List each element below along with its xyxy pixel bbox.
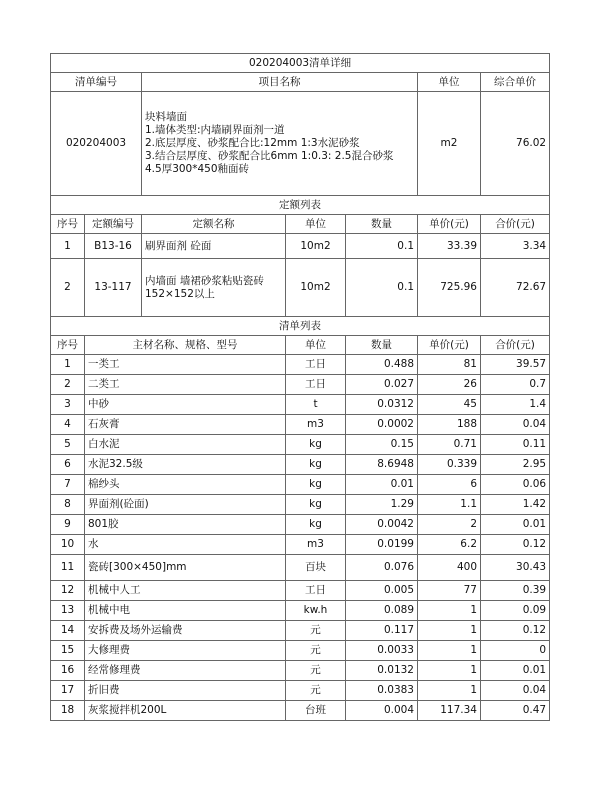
material-no: 1 bbox=[51, 355, 85, 375]
material-qty: 0.0199 bbox=[346, 535, 418, 555]
material-row bbox=[51, 455, 550, 475]
quota-row bbox=[51, 234, 550, 259]
material-qty: 0.0002 bbox=[346, 415, 418, 435]
material-price-header: 单价(元) bbox=[418, 336, 481, 355]
material-price: 1 bbox=[418, 681, 481, 701]
material-row bbox=[51, 555, 550, 581]
material-name: 经常修理费 bbox=[85, 661, 286, 681]
quota-no: 1 bbox=[51, 234, 85, 259]
material-name: 安拆费及场外运输费 bbox=[85, 621, 286, 641]
material-total: 1.42 bbox=[481, 495, 550, 515]
quota-row bbox=[51, 259, 550, 317]
desc-line: 4.5厚300*450釉面砖 bbox=[145, 163, 250, 175]
material-name: 中砂 bbox=[85, 395, 286, 415]
quota-unit-header: 单位 bbox=[286, 215, 346, 234]
material-name: 折旧费 bbox=[85, 681, 286, 701]
material-no: 5 bbox=[51, 435, 85, 455]
material-total: 0.04 bbox=[481, 415, 550, 435]
material-total: 0.04 bbox=[481, 681, 550, 701]
material-total: 0.12 bbox=[481, 535, 550, 555]
material-price: 188 bbox=[418, 415, 481, 435]
material-no: 6 bbox=[51, 455, 85, 475]
quota-name: 内墙面 墙裙砂浆粘贴瓷砖 152×152以上 bbox=[142, 259, 286, 317]
quota-total: 3.34 bbox=[481, 234, 550, 259]
material-price: 1.1 bbox=[418, 495, 481, 515]
material-row bbox=[51, 681, 550, 701]
material-unit: kg bbox=[286, 455, 346, 475]
page-title: 020204003清单详细 bbox=[51, 54, 550, 73]
material-qty: 0.004 bbox=[346, 701, 418, 721]
material-no: 7 bbox=[51, 475, 85, 495]
bill-description bbox=[142, 92, 418, 196]
material-name: 白水泥 bbox=[85, 435, 286, 455]
bill-unit: m2 bbox=[418, 92, 481, 196]
material-price: 81 bbox=[418, 355, 481, 375]
material-price: 2 bbox=[418, 515, 481, 535]
material-unit: kg bbox=[286, 475, 346, 495]
quota-no-header: 序号 bbox=[51, 215, 85, 234]
material-total: 0.09 bbox=[481, 601, 550, 621]
material-total: 0.11 bbox=[481, 435, 550, 455]
material-name: 界面剂(砼面) bbox=[85, 495, 286, 515]
material-no: 18 bbox=[51, 701, 85, 721]
material-unit: kg bbox=[286, 435, 346, 455]
material-row bbox=[51, 355, 550, 375]
material-price: 1 bbox=[418, 601, 481, 621]
material-qty: 0.0312 bbox=[346, 395, 418, 415]
quota-qty: 0.1 bbox=[346, 259, 418, 317]
material-no: 4 bbox=[51, 415, 85, 435]
material-unit: kg bbox=[286, 515, 346, 535]
material-name: 大修理费 bbox=[85, 641, 286, 661]
desc-line: 1.墙体类型:内墙刷界面剂一道 bbox=[145, 124, 285, 136]
material-total: 0.39 bbox=[481, 581, 550, 601]
material-qty: 0.0132 bbox=[346, 661, 418, 681]
material-unit: 工日 bbox=[286, 375, 346, 395]
material-row bbox=[51, 435, 550, 455]
material-total: 0.06 bbox=[481, 475, 550, 495]
material-total: 1.4 bbox=[481, 395, 550, 415]
material-total: 0.01 bbox=[481, 661, 550, 681]
desc-line: 块料墙面 bbox=[145, 111, 187, 123]
material-qty: 0.15 bbox=[346, 435, 418, 455]
quota-unit: 10m2 bbox=[286, 259, 346, 317]
material-total: 30.43 bbox=[481, 555, 550, 581]
material-unit: 元 bbox=[286, 641, 346, 661]
material-qty: 0.01 bbox=[346, 475, 418, 495]
material-unit: m3 bbox=[286, 415, 346, 435]
material-unit: 百块 bbox=[286, 555, 346, 581]
material-no-header: 序号 bbox=[51, 336, 85, 355]
quota-code: 13-117 bbox=[85, 259, 142, 317]
quota-no: 2 bbox=[51, 259, 85, 317]
material-total: 0.12 bbox=[481, 621, 550, 641]
material-unit: 工日 bbox=[286, 355, 346, 375]
material-name: 灰浆搅拌机200L bbox=[85, 701, 286, 721]
material-no: 17 bbox=[51, 681, 85, 701]
material-no: 8 bbox=[51, 495, 85, 515]
material-unit: t bbox=[286, 395, 346, 415]
material-name: 二类工 bbox=[85, 375, 286, 395]
material-row bbox=[51, 601, 550, 621]
bill-price-header: 综合单价 bbox=[481, 73, 550, 92]
material-name: 机械中电 bbox=[85, 601, 286, 621]
material-row bbox=[51, 641, 550, 661]
bill-code: 020204003 bbox=[51, 92, 142, 196]
material-price: 77 bbox=[418, 581, 481, 601]
material-qty: 0.0042 bbox=[346, 515, 418, 535]
material-row bbox=[51, 395, 550, 415]
material-no: 12 bbox=[51, 581, 85, 601]
quota-name-header: 定额名称 bbox=[142, 215, 286, 234]
material-price: 1 bbox=[418, 621, 481, 641]
material-name: 石灰膏 bbox=[85, 415, 286, 435]
material-no: 10 bbox=[51, 535, 85, 555]
bill-detail-table bbox=[50, 53, 550, 721]
material-unit: 元 bbox=[286, 621, 346, 641]
material-name: 棉纱头 bbox=[85, 475, 286, 495]
material-section-title: 清单列表 bbox=[51, 317, 550, 336]
material-row bbox=[51, 415, 550, 435]
material-row bbox=[51, 375, 550, 395]
quota-qty-header: 数量 bbox=[346, 215, 418, 234]
quota-qty: 0.1 bbox=[346, 234, 418, 259]
quota-price: 725.96 bbox=[418, 259, 481, 317]
quota-code-header: 定额编号 bbox=[85, 215, 142, 234]
quota-name: 刷界面剂 砼面 bbox=[142, 234, 286, 259]
material-no: 15 bbox=[51, 641, 85, 661]
material-name-header: 主材名称、规格、型号 bbox=[85, 336, 286, 355]
material-price: 0.339 bbox=[418, 455, 481, 475]
material-qty: 0.005 bbox=[346, 581, 418, 601]
quota-code: B13-16 bbox=[85, 234, 142, 259]
quota-price-header: 单价(元) bbox=[418, 215, 481, 234]
material-price: 1 bbox=[418, 641, 481, 661]
material-qty: 0.027 bbox=[346, 375, 418, 395]
material-total: 39.57 bbox=[481, 355, 550, 375]
material-row bbox=[51, 515, 550, 535]
quota-price: 33.39 bbox=[418, 234, 481, 259]
material-no: 11 bbox=[51, 555, 85, 581]
material-total: 0.01 bbox=[481, 515, 550, 535]
quota-section-title: 定额列表 bbox=[51, 196, 550, 215]
quota-total: 72.67 bbox=[481, 259, 550, 317]
material-row bbox=[51, 495, 550, 515]
material-qty: 0.117 bbox=[346, 621, 418, 641]
material-unit-header: 单位 bbox=[286, 336, 346, 355]
material-name: 水 bbox=[85, 535, 286, 555]
quota-unit: 10m2 bbox=[286, 234, 346, 259]
material-price: 0.71 bbox=[418, 435, 481, 455]
bill-code-header: 清单编号 bbox=[51, 73, 142, 92]
material-name: 一类工 bbox=[85, 355, 286, 375]
material-total: 0.7 bbox=[481, 375, 550, 395]
material-price: 45 bbox=[418, 395, 481, 415]
material-name: 机械中人工 bbox=[85, 581, 286, 601]
material-unit: kw.h bbox=[286, 601, 346, 621]
material-price: 1 bbox=[418, 661, 481, 681]
material-total: 0 bbox=[481, 641, 550, 661]
material-qty-header: 数量 bbox=[346, 336, 418, 355]
material-price: 6.2 bbox=[418, 535, 481, 555]
material-no: 2 bbox=[51, 375, 85, 395]
material-row bbox=[51, 475, 550, 495]
desc-line: 2.底层厚度、砂浆配合比:12mm 1:3水泥砂浆 bbox=[145, 137, 360, 149]
quota-total-header: 合价(元) bbox=[481, 215, 550, 234]
material-qty: 0.089 bbox=[346, 601, 418, 621]
material-qty: 0.0383 bbox=[346, 681, 418, 701]
material-name: 水泥32.5级 bbox=[85, 455, 286, 475]
material-qty: 0.488 bbox=[346, 355, 418, 375]
bill-name-header: 项目名称 bbox=[142, 73, 418, 92]
material-row bbox=[51, 701, 550, 721]
material-unit: 工日 bbox=[286, 581, 346, 601]
material-unit: m3 bbox=[286, 535, 346, 555]
material-total-header: 合价(元) bbox=[481, 336, 550, 355]
material-row bbox=[51, 621, 550, 641]
material-price: 26 bbox=[418, 375, 481, 395]
material-no: 16 bbox=[51, 661, 85, 681]
material-unit: 元 bbox=[286, 661, 346, 681]
material-no: 3 bbox=[51, 395, 85, 415]
material-qty: 1.29 bbox=[346, 495, 418, 515]
material-unit: 台班 bbox=[286, 701, 346, 721]
material-unit: 元 bbox=[286, 681, 346, 701]
material-no: 9 bbox=[51, 515, 85, 535]
material-qty: 8.6948 bbox=[346, 455, 418, 475]
material-row bbox=[51, 581, 550, 601]
desc-line: 3.结合层厚度、砂浆配合比6mm 1:0.3: 2.5混合砂浆 bbox=[145, 150, 394, 162]
material-unit: kg bbox=[286, 495, 346, 515]
material-price: 400 bbox=[418, 555, 481, 581]
material-name: 801胶 bbox=[85, 515, 286, 535]
material-qty: 0.076 bbox=[346, 555, 418, 581]
material-row bbox=[51, 535, 550, 555]
material-row bbox=[51, 661, 550, 681]
bill-unit-header: 单位 bbox=[418, 73, 481, 92]
material-qty: 0.0033 bbox=[346, 641, 418, 661]
bill-price: 76.02 bbox=[481, 92, 550, 196]
material-price: 117.34 bbox=[418, 701, 481, 721]
material-price: 6 bbox=[418, 475, 481, 495]
material-no: 14 bbox=[51, 621, 85, 641]
material-no: 13 bbox=[51, 601, 85, 621]
material-name: 瓷砖[300×450]mm bbox=[85, 555, 286, 581]
material-total: 2.95 bbox=[481, 455, 550, 475]
material-total: 0.47 bbox=[481, 701, 550, 721]
